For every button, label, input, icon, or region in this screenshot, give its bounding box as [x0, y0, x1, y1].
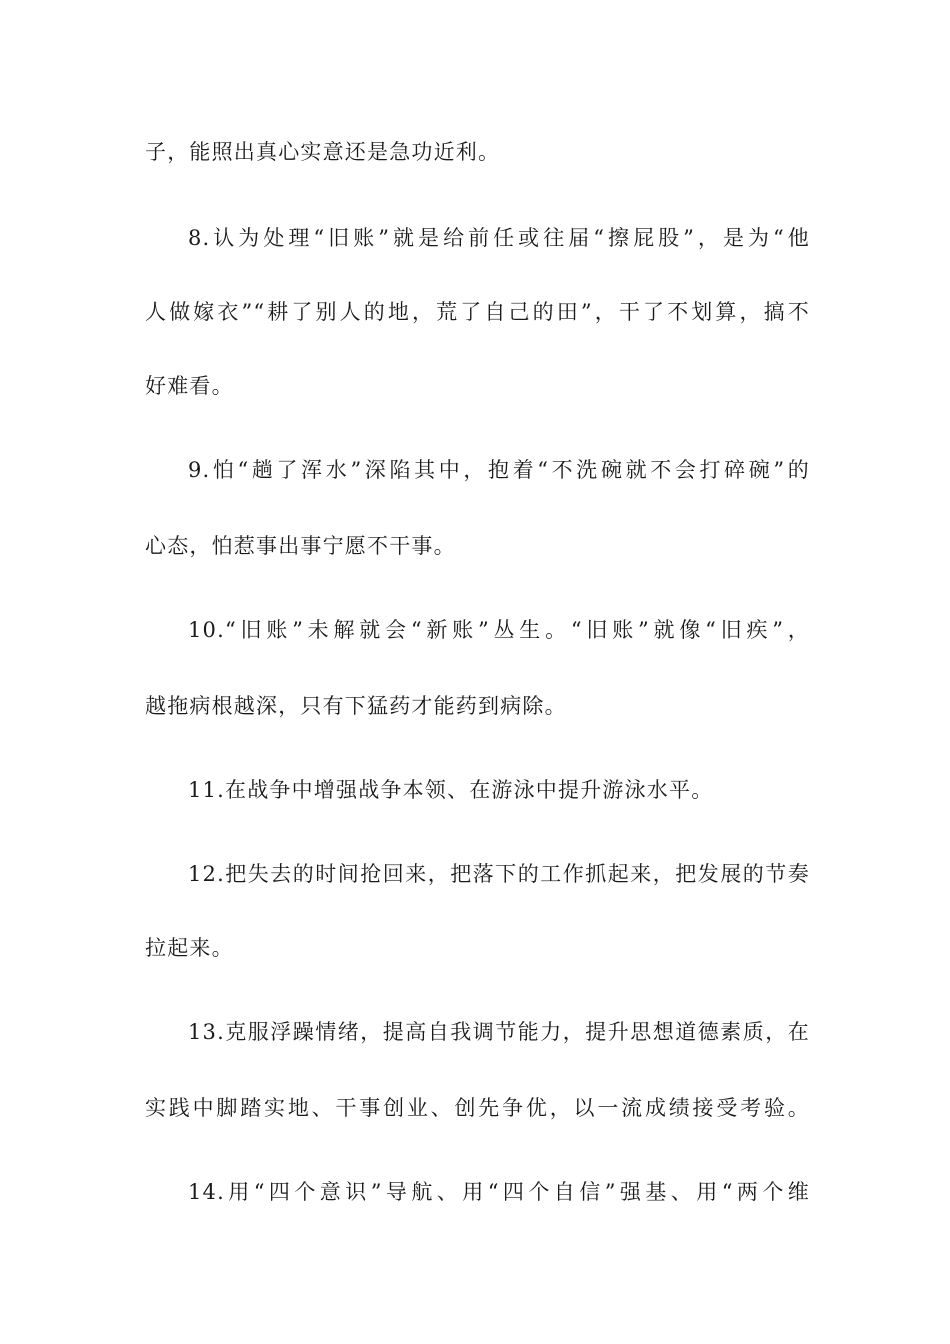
paragraph-7-line-2: 子，能照出真心实意还是急功近利。: [145, 140, 501, 164]
paragraph-10-line-1: 10.“旧账”未解就会“新账”丛生。“旧账”就像“旧疾”，: [188, 618, 810, 642]
paragraph-8-line-2: 人做嫁衣”“耕了别人的地，荒了自己的田”，干了不划算，搞不: [145, 300, 810, 324]
paragraph-9-line-2: 心态，怕惹事出事宁愿不干事。: [145, 534, 456, 558]
paragraph-8-line-3: 好难看。: [145, 374, 234, 398]
paragraph-13-line-1: 13.克服浮躁情绪，提高自我调节能力，提升思想道德素质，在: [188, 1020, 810, 1044]
paragraph-11-line-1: 11.在战争中增强战争本领、在游泳中提升游泳水平。: [188, 778, 714, 802]
paragraph-12-line-1: 12.把失去的时间抢回来，把落下的工作抓起来，把发展的节奏: [188, 862, 810, 886]
paragraph-10-line-2: 越拖病根越深，只有下猛药才能药到病除。: [145, 694, 567, 718]
paragraph-13-line-2: 实践中脚踏实地、干事创业、创先争优，以一流成绩接受考验。: [145, 1096, 810, 1120]
paragraph-12-line-2: 拉起来。: [145, 936, 234, 960]
paragraph-14-line-1: 14.用“四个意识”导航、用“四个自信”强基、用“两个维: [188, 1180, 810, 1204]
paragraph-9-line-1: 9.怕“趟了浑水”深陷其中，抱着“不洗碗就不会打碎碗”的: [188, 458, 810, 482]
paragraph-8-line-1: 8.认为处理“旧账”就是给前任或往届“擦屁股”，是为“他: [188, 226, 810, 250]
